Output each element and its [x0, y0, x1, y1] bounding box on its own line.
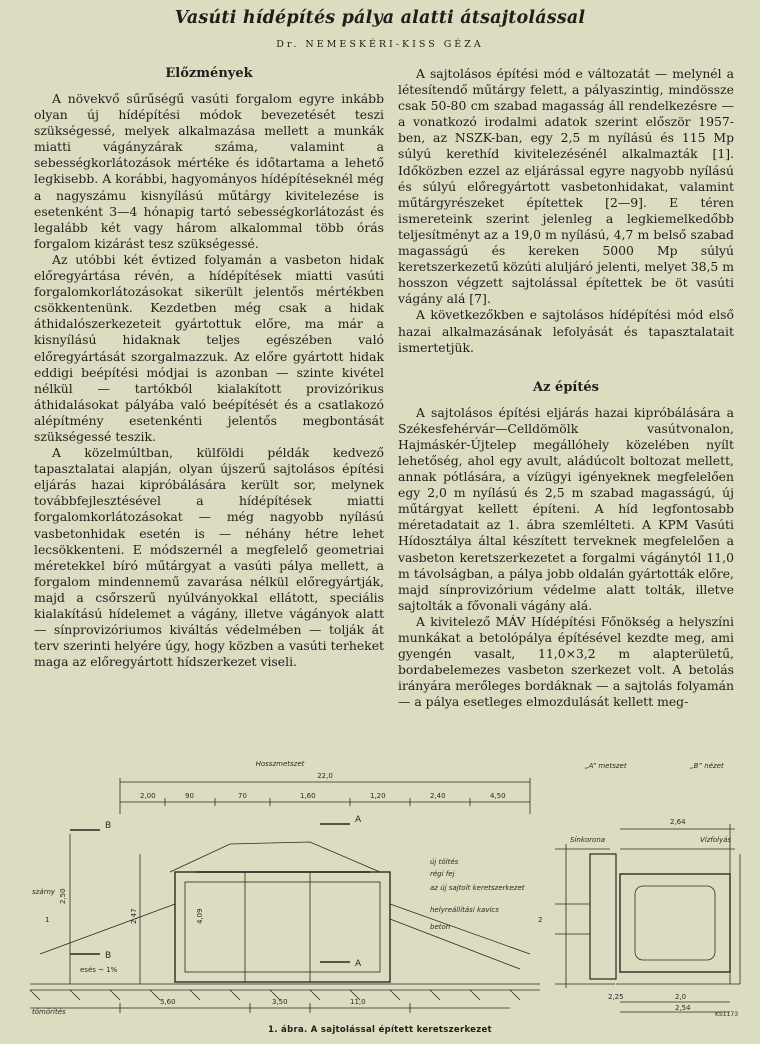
- paragraph: Az utóbbi két évtized folyamán a vasbeton hidak előregyártása révén, a hídépítések miatti vasúti forgalomkorlátozásokat sikerült jelentős mértékben csökkentenünk. Kezdetben még csak a hidak áthidalószerkezeteit gyártottuk előre, ma már a kisnyílású hidaknak teljes egészében való előregyártását szorgalmazzuk. Az előre gyártott hidak eddigi beépítési módjai is azonban — szinte kivétel nélkül — tartókból kialakított provizórikus áthidalásokat pályába való beépítését és a csatlakozó alépítmény esetenkénti jelentős megbontását szükségessé teszik.: [34, 251, 384, 444]
- paragraph: A sajtolásos építési eljárás hazai kipróbálására a Székesfehérvár—Celldömölk vasútvonalon, Hajmáskér-Újtelep megállóhely közelében nyílt lehetőség, ahol egy avult, aládúcolt boltozat mellett, annak pótlására, a vízügyi igényeknek megfelelően egy 2,0 m nyílású és 2,5 m szabad magasságú, új műtárgyat kellett építeni. A híd legfontosabb méretadatait az 1. ábra szemlélteti. A KPM Vasúti Hídosztálya által készített terveknek megfelelően a vasbeton keretszerkezetet a forgalmi vágánytól 11,0 m távolságban, a pálya jobb oldalán gyártották előre, majd sínprovizórium védelme alatt tolták, illetve sajtolták a fővonali vágány alá.: [398, 404, 734, 613]
- paragraph: A kivitelező MÁV Hídépítési Főnökség a helyszíni munkákat a betolópálya építésével kezdte meg, ami gyengén vasalt, 11,0×3,2 m alapterületű, bordabelemezes vasbeton szerkezet volt. A betolás irányára merőleges bordáknak — a sajtolás folyamán — a pálya esetleges elmozdulását kellett meg-: [398, 613, 734, 710]
- right-column: [398, 66, 734, 710]
- paragraph: A növekvő sűrűségű vasúti forgalom egyre inkább olyan új hídépítési módok bevezetését teszi szükségessé, melyek alkalmazása mellett a munkák miatti vágányzárak száma, valamint a sebességkorlátozások mértéke és időtartama a lehető legkisebb. A korábbi, hagyományos hídépítéseknél még a nagyszámu kisnyílású műtárgy kivitelezése is esetenként 3—4 hónapig tartó sebességkorlátozást és legalább két vagy három alkalommal több órás forgalom kizárást tesz szükségessé.: [34, 91, 384, 251]
- author-name: Dr. NEMESKÉRI-KISS GÉZA: [276, 39, 484, 50]
- note-label: szárny: [32, 888, 56, 896]
- paragraph: A sajtolásos építési mód e változatát — melynél a létesítendő műtárgy felett, a pályaszintig, mindössze csak 50-80 cm szabad magasság áll rendelkezésre — a vonatkozó irodalmi adatok szerint először 1957-ben, az NSZK-ban, egy 2,5 m nyílású és 115 Mp súlyú kerethíd kivitelezésénél alkalmazták [1]. Időközben ezzel az eljárással egyre nagyobb nyílású és súlyú előregyártott vasbetonhidakat, valamint műtárgyrészeket építettek [2—9]. E téren ismereteink szerint jelenleg a legkiemelkedőbb teljesítményt az a 19,0 m nyílású, 4,7 m belső szabad magasságú és kereken 5000 Mp súlyú keretszerkezetű közúti aluljáró jelenti, melyet 38,5 m hosszon végzett sajtolással építettek be öt vasúti vágány alá [7].: [398, 66, 734, 307]
- technical-drawing: [10, 754, 750, 1020]
- level-label: Sínkorona: [570, 836, 606, 844]
- article-title: Vasúti hídépítés pálya alatti átsajtolással: [174, 8, 586, 28]
- paragraph: A közelmúltban, külföldi példák kedvező tapasztalatai alapján, olyan újszerű sajtolásos építési eljárás hazai kipróbálására került sor, melynek továbbfejlesztésével a hídépítések miatti forgalomkorlátozásokat — még nagyobb nyílású vasbetonhidak esetén is — néhány hétre lehet lecsökkenteni. E módszernél a megfelelő geometriai méretekkel bíró műtárgyat a vasúti pálya mellett, a forgalom mindennemű zavarása nélkül előregyártják, majd a csőrszerű nyúlványokkal ellátott, speciális kialakítású hídelemet a vágány, illetve vágányok alatt — sínprovizóriumos kiváltás védelmében — tolják át terv szerinti helyére úgy, hogy közben a vasúti terheket maga az előregyártott hídszerkezet viseli.: [34, 445, 384, 670]
- section-a-title: „A” metszet: [585, 762, 627, 770]
- section-marker-a: A: [355, 959, 362, 969]
- note-label: új töltés: [430, 858, 459, 866]
- dim-label: 2,40: [430, 792, 446, 800]
- paragraph: A következőkben e sajtolásos hídépítési mód első hazai alkalmazásának lefolyását és tapasztalatait ismertetjük.: [398, 307, 734, 355]
- dim-label: 4,50: [490, 792, 506, 800]
- dim-label: 2,54: [675, 1004, 691, 1012]
- note-label: tömörítés: [32, 1008, 66, 1016]
- dim-label: 2,64: [670, 818, 686, 826]
- marker-number: 1: [45, 916, 50, 924]
- dim-label: 1,20: [370, 792, 386, 800]
- dim-label: 2,25: [608, 993, 624, 1001]
- dim-label: 2,0: [675, 993, 687, 1001]
- note-label: helyreállítási kavics: [430, 906, 499, 914]
- dim-label: 5,60: [160, 998, 176, 1006]
- note-label: régi fej: [430, 870, 455, 878]
- long-section-title: Hosszmetszet: [255, 760, 305, 768]
- level-label: Vízfolyás: [700, 836, 732, 844]
- dim-label: 22,0: [317, 772, 333, 780]
- dim-label: 1,60: [300, 792, 316, 800]
- dim-label: 2,47: [130, 908, 138, 924]
- dim-label: 2,00: [140, 792, 156, 800]
- dim-label: 4,09: [196, 908, 204, 924]
- dim-label: 2,50: [59, 888, 67, 904]
- section-marker-b: B: [105, 951, 112, 961]
- drawing-code: KS1173: [715, 1011, 739, 1018]
- dim-label: 70: [238, 792, 247, 800]
- section-marker-b: B: [105, 821, 112, 831]
- view-b-title: „B” nézet: [690, 762, 724, 770]
- section-marker-a: A: [355, 815, 362, 825]
- section-heading-construction: Az építés: [533, 379, 599, 395]
- marker-number: 2: [538, 916, 543, 924]
- figure-drawing: [10, 754, 750, 1020]
- slope-label: esés ~ 1%: [80, 966, 118, 974]
- note-label: az új sajtolt keretszerkezet: [430, 884, 525, 892]
- left-column: [34, 66, 384, 670]
- section-heading-prehistory: Előzmények: [165, 66, 253, 81]
- dim-label: 11,0: [350, 998, 366, 1006]
- dim-label: 3,50: [272, 998, 288, 1006]
- dim-label: 90: [185, 792, 194, 800]
- figure-caption: 1. ábra. A sajtolással épített keretszerkezet: [268, 1025, 492, 1035]
- note-label: beton: [430, 923, 451, 931]
